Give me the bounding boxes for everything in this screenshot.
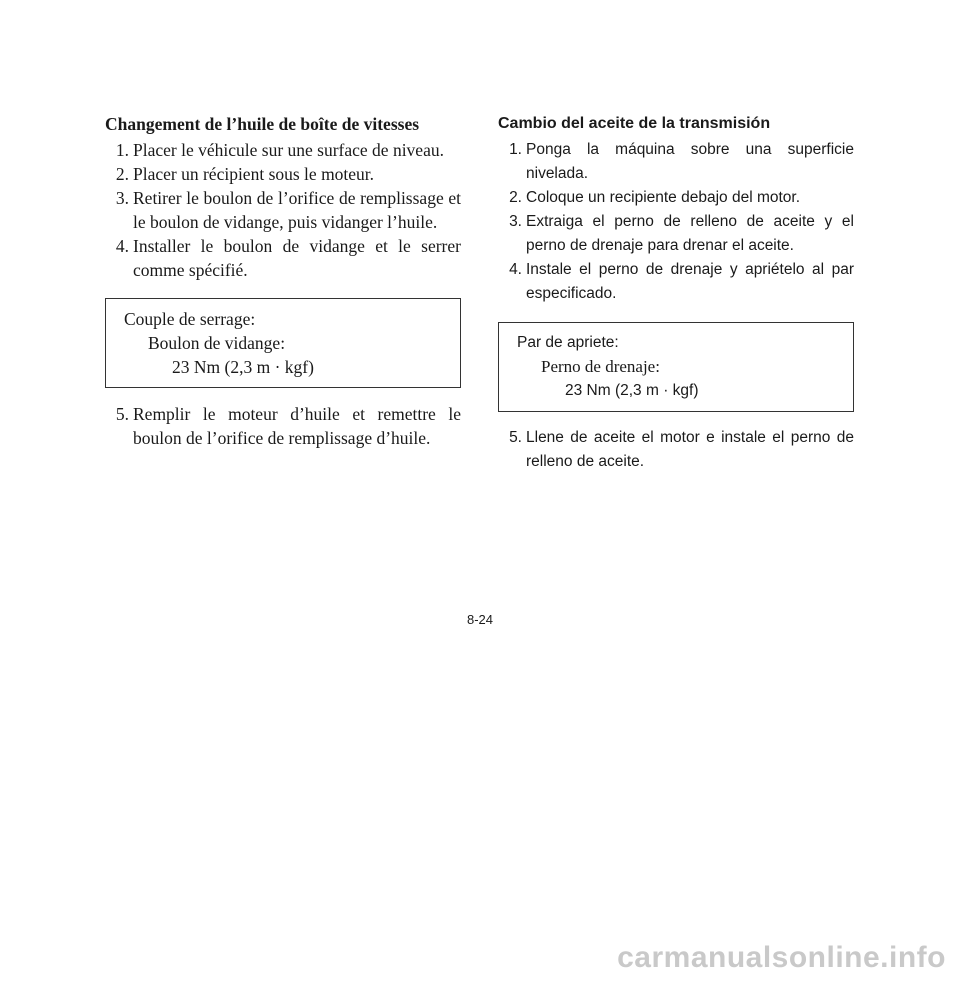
step-text: Extraiga el perno de relleno de aceite y el perno de drenaje para drenar el aceite. — [526, 213, 854, 254]
page-number: 8-24 — [466, 612, 494, 627]
step-text: Ponga la máquina sobre una superficie nivelada. — [526, 141, 854, 182]
spec-value: 23 Nm (2,3 m · kgf) — [565, 382, 699, 399]
spec-title: Par de apriete: — [517, 334, 619, 351]
spanish-steps-list-continued — [498, 426, 854, 474]
spec-value: 23 Nm (2,3 m · kgf) — [172, 357, 314, 377]
french-spec-box — [105, 298, 461, 388]
french-heading: Changement de l’huile de boîte de vitesses — [105, 114, 420, 134]
step-number: 4. — [115, 236, 129, 256]
spanish-spec-box — [498, 322, 854, 412]
step-number: 4. — [509, 261, 522, 278]
spanish-step-4 — [498, 258, 854, 306]
step-text: Retirer le boulon de l’orifice de remplissage et le boulon de vidange, puis vidanger l’huile. — [133, 188, 461, 232]
step-text: Instale el perno de drenaje y apriételo al par especificado. — [526, 261, 854, 302]
spanish-step-5 — [498, 426, 854, 474]
step-number: 1. — [509, 141, 522, 158]
french-steps-list-continued — [105, 402, 461, 450]
spanish-column — [498, 112, 854, 474]
spec-item: Boulon de vidange: — [148, 333, 286, 353]
step-number: 5. — [509, 429, 522, 446]
spec-title: Couple de serrage: — [124, 309, 256, 329]
step-number: 3. — [509, 213, 522, 230]
step-number: 5. — [115, 404, 129, 424]
spanish-heading: Cambio del aceite de la transmisión — [498, 115, 771, 132]
step-number: 3. — [115, 188, 129, 208]
watermark: carmanualsonline.info — [617, 941, 946, 974]
spanish-steps-list — [498, 138, 854, 306]
step-number: 2. — [509, 189, 522, 206]
step-number: 2. — [115, 164, 129, 184]
step-text: Placer le véhicule sur une surface de niveau. — [133, 140, 444, 160]
step-text: Installer le boulon de vidange et le serrer comme spécifié. — [133, 236, 461, 280]
french-step-5 — [105, 402, 461, 450]
french-step-4 — [105, 234, 461, 282]
spanish-step-2 — [498, 186, 854, 210]
step-text: Coloque un recipiente debajo del motor. — [526, 189, 801, 206]
french-step-2 — [105, 162, 461, 186]
step-text: Llene de aceite el motor e instale el perno de relleno de aceite. — [526, 429, 854, 470]
french-step-3 — [105, 186, 461, 234]
step-text: Remplir le moteur d’huile et remettre le boulon de l’orifice de remplissage d’huile. — [133, 404, 461, 448]
french-column — [105, 112, 461, 450]
french-step-1 — [105, 138, 461, 162]
spanish-step-1 — [498, 138, 854, 186]
spec-item: Perno de drenaje: — [541, 357, 660, 376]
spanish-step-3 — [498, 210, 854, 258]
french-steps-list — [105, 138, 461, 282]
step-text: Placer un récipient sous le moteur. — [133, 164, 375, 184]
step-number: 1. — [115, 140, 129, 160]
